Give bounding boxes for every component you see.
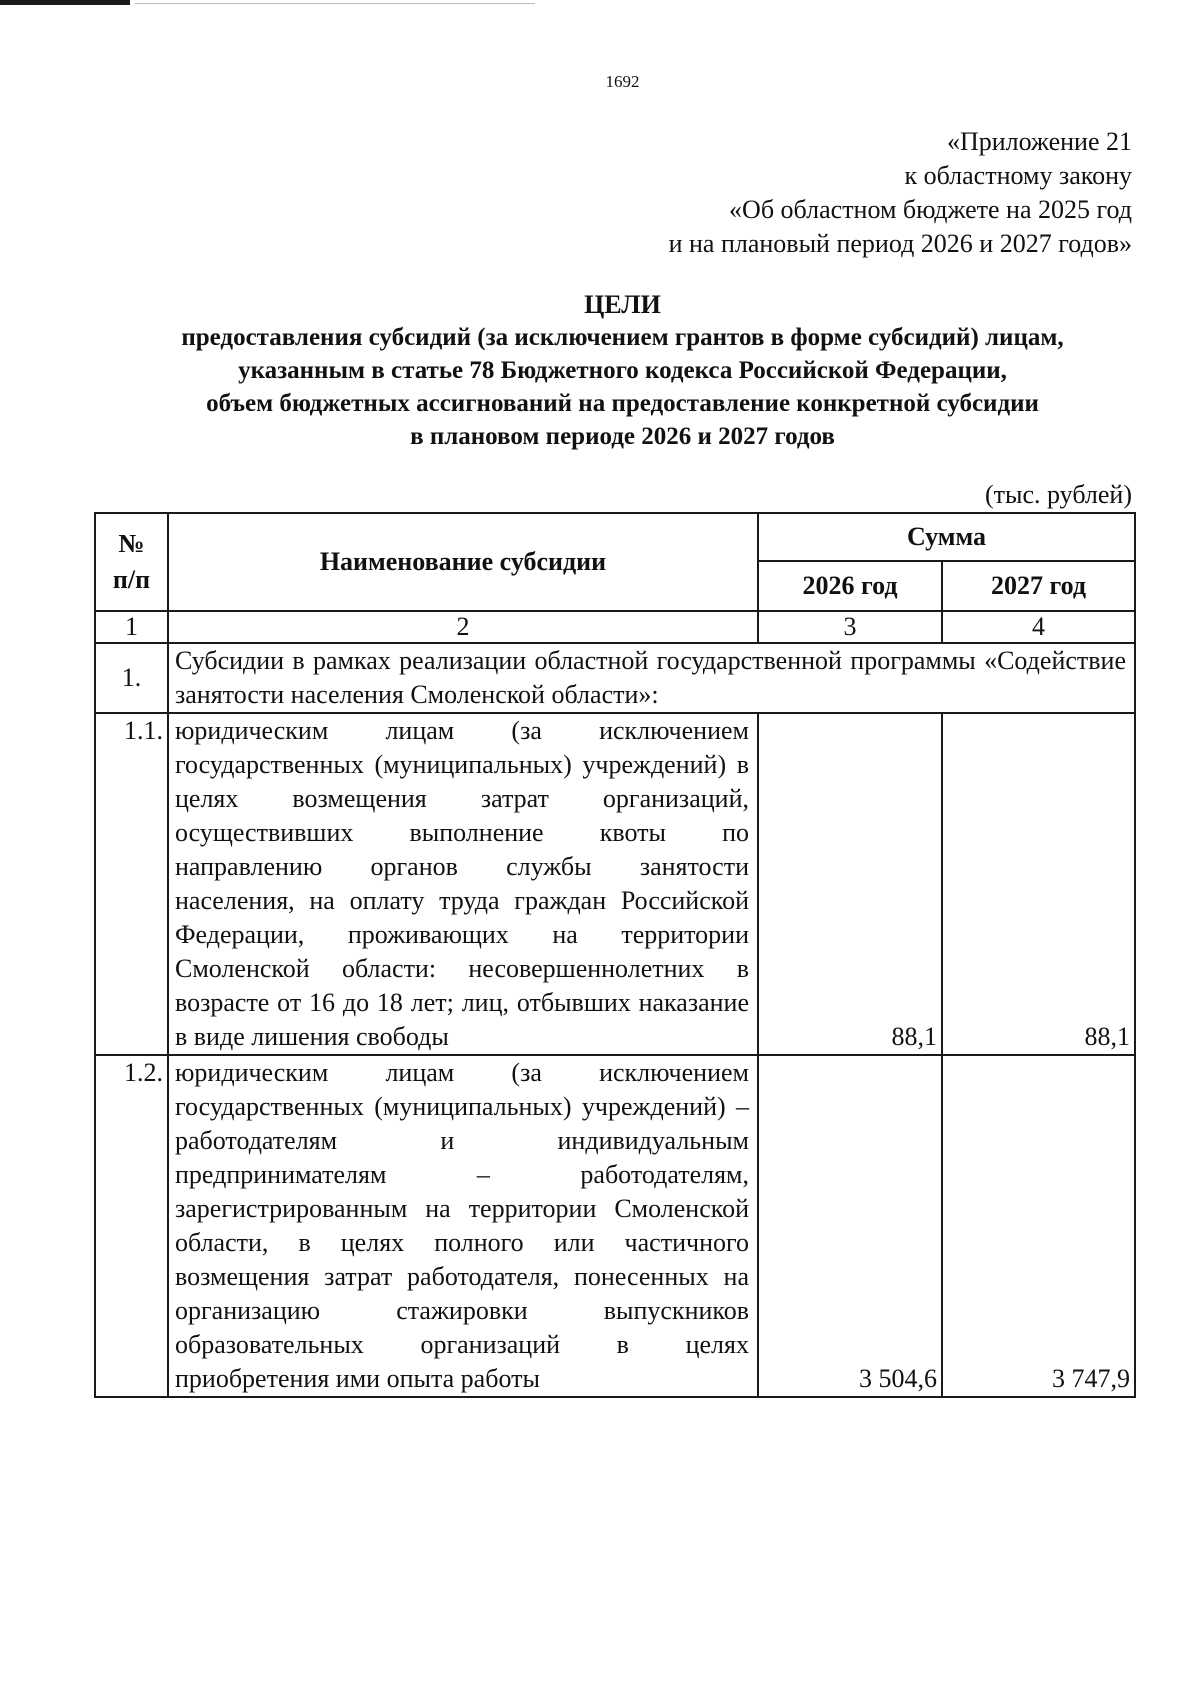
- row-number: 1.2.: [95, 1055, 168, 1397]
- scan-edge-mark: [0, 0, 130, 5]
- title-line-3: объем бюджетных ассигнований на предоставление конкретной субсидии: [206, 390, 1039, 417]
- row-name: юридическим лицам (за исключением государственных (муниципальных) учреждений) в целях возмещения затрат организаций, осуществивших выполнение квоты по направлению органов службы занятости населения, на оплату труда граждан Российской Федерации, проживающих на территории Смоленской области: несовершеннолетних в возрасте от 16 до 18 лет; лиц, отбывших наказание в виде лишения свободы: [168, 713, 758, 1055]
- table-row: [95, 643, 1135, 713]
- column-index: 3: [758, 611, 942, 643]
- header-number-abbr: п/п: [112, 565, 151, 594]
- column-index: 1: [95, 611, 168, 643]
- annex-line-2: к областному закону: [904, 161, 1132, 190]
- header-year-2027: 2027 год: [942, 561, 1135, 611]
- row-value-2027: 88,1: [942, 713, 1135, 1055]
- header-number-symbol: №: [118, 529, 145, 558]
- page-number: 1692: [605, 72, 640, 91]
- annex-reference: [669, 125, 1132, 261]
- column-index-row: [95, 611, 1135, 643]
- title-line-1: предоставления субсидий (за исключением грантов в форме субсидий) лицам,: [181, 324, 1064, 351]
- title-line-4: в плановом периоде 2026 и 2027 годов: [410, 423, 835, 450]
- annex-line-4: и на плановый период 2026 и 2027 годов»: [668, 229, 1132, 258]
- header-number: [95, 513, 168, 611]
- row-value-2027: 3 747,9: [942, 1055, 1135, 1397]
- row-number: 1.: [95, 643, 168, 713]
- scan-edge-line: [135, 3, 535, 4]
- table-row: [95, 713, 1135, 1055]
- row-name: Субсидии в рамках реализации областной государственной программы «Содействие занятости населения Смоленской области»:: [168, 643, 1135, 713]
- column-index: 4: [942, 611, 1135, 643]
- title-main: ЦЕЛИ: [584, 290, 661, 319]
- column-index: 2: [168, 611, 758, 643]
- title-line-2: указанным в статье 78 Бюджетного кодекса Российской Федерации,: [238, 357, 1007, 384]
- row-number: 1.1.: [95, 713, 168, 1055]
- subsidies-table: [94, 512, 1136, 1398]
- header-year-2026: 2026 год: [758, 561, 942, 611]
- annex-line-3: «Об областном бюджете на 2025 год: [729, 195, 1132, 224]
- row-value-2026: 3 504,6: [758, 1055, 942, 1397]
- row-value-2026: 88,1: [758, 713, 942, 1055]
- annex-line-1: «Приложение 21: [946, 127, 1132, 156]
- header-sum: Сумма: [758, 513, 1135, 561]
- row-name: юридическим лицам (за исключением государственных (муниципальных) учреждений) – работодателям и индивидуальным предпринимателям – работодателям, зарегистрированным на территории Смоленской области, в целях полного или частичного возмещения затрат работодателя, понесенных на организацию стажировки выпускников образовательных организаций в целях приобретения ими опыта работы: [168, 1055, 758, 1397]
- header-name: Наименование субсидии: [168, 513, 758, 611]
- table-row: [95, 1055, 1135, 1397]
- units-label: (тыс. рублей): [984, 480, 1132, 509]
- document-title: [60, 288, 1185, 453]
